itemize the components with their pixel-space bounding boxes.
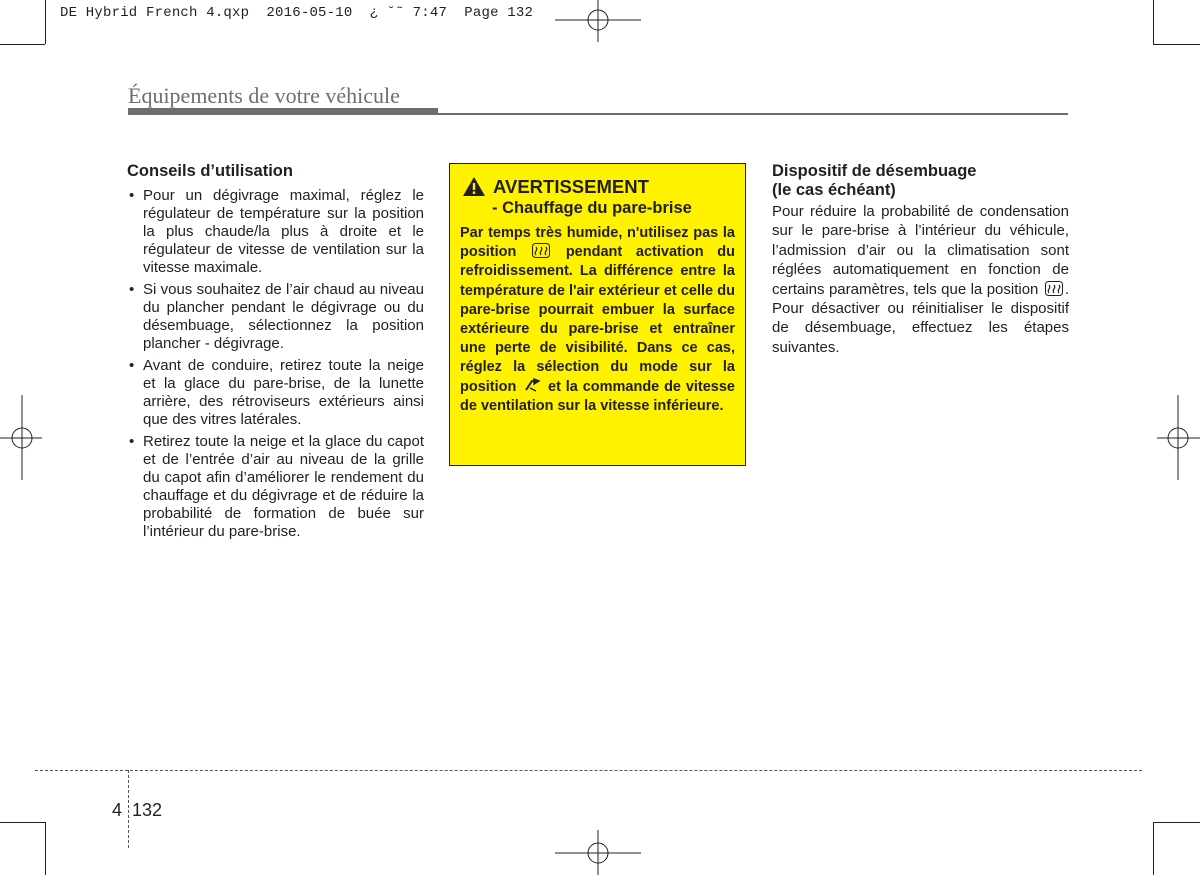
- defogging-heading: [772, 162, 1069, 200]
- tips-heading: Conseils d’utilisation: [127, 162, 293, 180]
- warning-text-1: Par temps très humide, n'utilisez pas la position: [460, 225, 735, 261]
- defogging-text: [772, 202, 1069, 357]
- warning-body: [460, 224, 735, 416]
- list-item: • Retirez toute la neige et la glace du capot et de l’entrée d’air au niveau de la grille du capot afin d’améliorer le rendement du chauffage et du dégivrage et de réduire la probabilité de formation de buée sur l’intérieur du pare-brise.: [127, 433, 424, 541]
- defrost-icon: [532, 243, 550, 258]
- chapter-number: 4: [112, 800, 123, 820]
- footer-dashed-rule: [35, 770, 1142, 771]
- header-rule-thick: [128, 108, 438, 115]
- footer-dashed-divider: [128, 770, 129, 848]
- defogging-text-2: . Pour désactiver ou réinitialiser le dispositif de désembuage, effectuez les étapes suivantes.: [772, 280, 1069, 356]
- auto-defog-icon: [1045, 281, 1063, 296]
- floor-defrost-icon: [523, 378, 541, 393]
- defogging-text-1: Pour réduire la probabilité de condensation sur le pare-brise à l’intérieur du véhicule, l’admission d’air ou la climatisation sont réglées automatiquement en fonction de certains paramètres, tels que la position: [772, 203, 1069, 298]
- list-item: • Avant de conduire, retirez toute la neige et la glace du pare-brise, de la lunette arrière, des rétroviseurs extérieurs ainsi que des vitres latérales.: [127, 357, 424, 429]
- list-item: • Si vous souhaitez de l’air chaud au niveau du plancher pendant le dégivrage ou du désembuage, sélectionnez la position plancher - dégivrage.: [127, 281, 424, 353]
- print-slug: DE Hybrid French 4.qxp 2016-05-10 ¿ ˘˜ 7:47 Page 132: [60, 5, 534, 21]
- warning-box: [449, 163, 746, 466]
- warning-text-2: pendant activation du refroidissement. La différence entre la température de l'air extérieur et celle du pare-brise pourrait embuer la surface extérieure du pare-brise et entraîner une perte de visibilité. Dans ce cas, réglez la sélection du mode sur la position: [460, 244, 736, 395]
- warning-subtitle: - Chauffage du pare-brise: [492, 199, 692, 217]
- warning-text-3: et la commande de vitesse de ventilation sur la vitesse inférieure.: [460, 378, 735, 414]
- defogging-heading-line-2: (le cas échéant): [772, 181, 896, 199]
- tips-list: [127, 187, 424, 541]
- page-number: 132: [132, 800, 163, 820]
- defogging-heading-line-1: Dispositif de désembuage: [772, 162, 977, 180]
- list-item: • Pour un dégivrage maximal, réglez le régulateur de température sur la position la plus chaude/la plus à droite et le régulateur de vitesse de ventilation sur la vitesse maximale.: [127, 187, 424, 277]
- section-title: Équipements de votre véhicule: [128, 83, 400, 108]
- header-rule-thin: [438, 113, 1068, 115]
- warning-triangle-icon: [462, 176, 486, 197]
- defogging-column: [772, 162, 1069, 357]
- warning-title-text: AVERTISSEMENT: [493, 176, 649, 197]
- tips-column: [127, 162, 424, 545]
- warning-title: [460, 176, 735, 197]
